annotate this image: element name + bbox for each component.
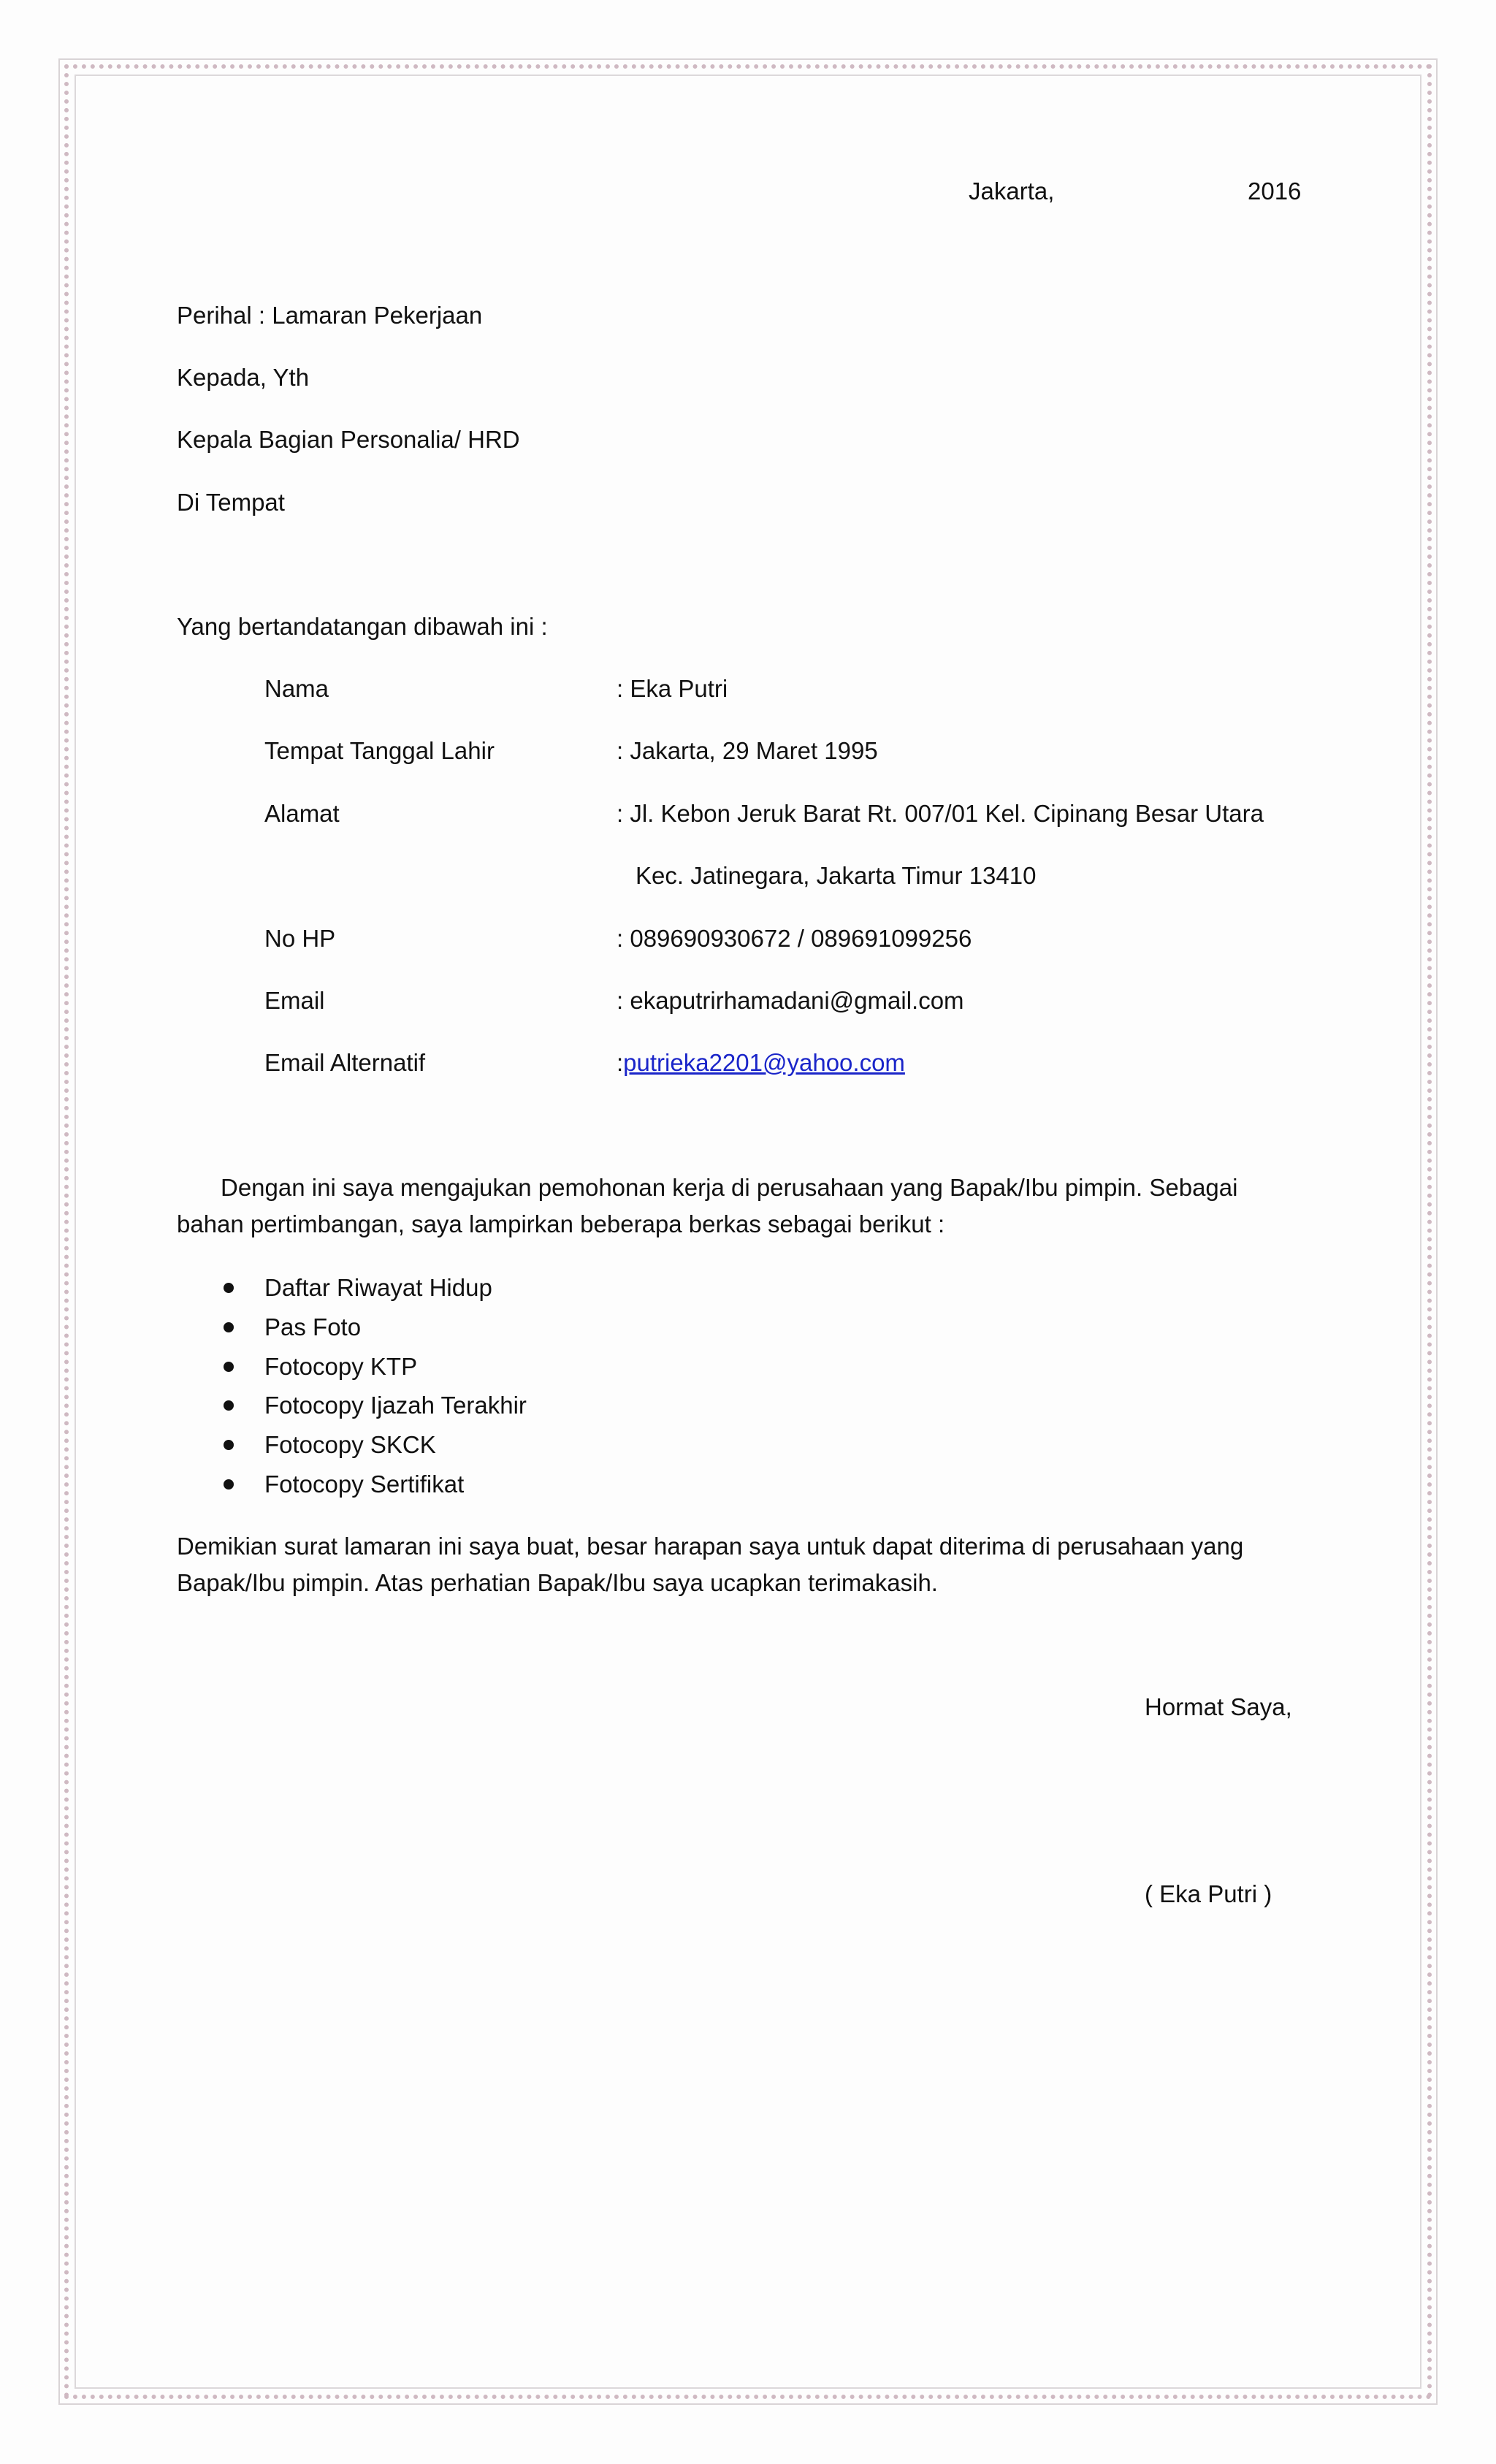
letter-place: Jakarta, xyxy=(969,178,1055,205)
closing-line-2: Bapak/Ibu pimpin. Atas perhatian Bapak/Ibu saya ucapkan terimakasih. xyxy=(177,1569,938,1596)
bullet-icon xyxy=(224,1479,234,1490)
field-value-nama: : Eka Putri xyxy=(617,675,728,702)
list-item: Pas Foto xyxy=(264,1313,362,1340)
regards-text: Hormat Saya, xyxy=(1145,1693,1292,1720)
field-value-ttl: : Jakarta, 29 Maret 1995 xyxy=(617,737,878,764)
letter-year: 2016 xyxy=(1248,178,1302,205)
bullet-icon xyxy=(224,1400,234,1411)
bullet-icon xyxy=(224,1322,234,1332)
closing-line-1: Demikian surat lamaran ini saya buat, besar harapan saya untuk dapat diterima di perusahaan yang xyxy=(177,1533,1244,1560)
field-label-nama: Nama xyxy=(264,675,329,702)
bullet-icon xyxy=(224,1283,234,1293)
recipient-line-2: Kepala Bagian Personalia/ HRD xyxy=(177,426,520,453)
field-value-alamat: : Jl. Kebon Jeruk Barat Rt. 007/01 Kel. Cipinang Besar Utara xyxy=(617,800,1264,827)
recipient-line-1: Kepada, Yth xyxy=(177,364,310,391)
field-label-email-alt: Email Alternatif xyxy=(264,1049,426,1076)
signature-name: ( Eka Putri ) xyxy=(1145,1880,1272,1907)
bullet-icon xyxy=(224,1362,234,1372)
email-alt-prefix: : xyxy=(617,1049,624,1076)
field-value-nohp: : 089690930672 / 089691099256 xyxy=(617,925,972,952)
list-item: Fotocopy KTP xyxy=(264,1353,418,1380)
list-item: Fotocopy Sertifikat xyxy=(264,1471,465,1498)
field-value-email-alt xyxy=(617,1048,905,1077)
list-item: Daftar Riwayat Hidup xyxy=(264,1274,492,1301)
field-label-nohp: No HP xyxy=(264,925,336,952)
field-label-ttl: Tempat Tanggal Lahir xyxy=(264,737,495,764)
list-item: Fotocopy Ijazah Terakhir xyxy=(264,1392,527,1419)
bullet-icon xyxy=(224,1440,234,1450)
field-label-alamat: Alamat xyxy=(264,800,340,827)
recipient-line-3: Di Tempat xyxy=(177,489,285,516)
field-value-alamat-line2: Kec. Jatinegara, Jakarta Timur 13410 xyxy=(636,862,1037,889)
list-item: Fotocopy SKCK xyxy=(264,1431,436,1458)
paragraph-1-line-1: Dengan ini saya mengajukan pemohonan kerja di perusahaan yang Bapak/Ibu pimpin. Sebagai xyxy=(221,1174,1238,1201)
field-label-email: Email xyxy=(264,987,325,1014)
email-alt-link[interactable]: putrieka2201@yahoo.com xyxy=(623,1049,905,1076)
intro-text: Yang bertandatangan dibawah ini : xyxy=(177,613,548,640)
field-value-email: : ekaputrirhamadani@gmail.com xyxy=(617,987,964,1014)
paragraph-1-line-2: bahan pertimbangan, saya lampirkan beberapa berkas sebagai berikut : xyxy=(177,1210,945,1237)
letter-subject: Perihal : Lamaran Pekerjaan xyxy=(177,302,483,329)
